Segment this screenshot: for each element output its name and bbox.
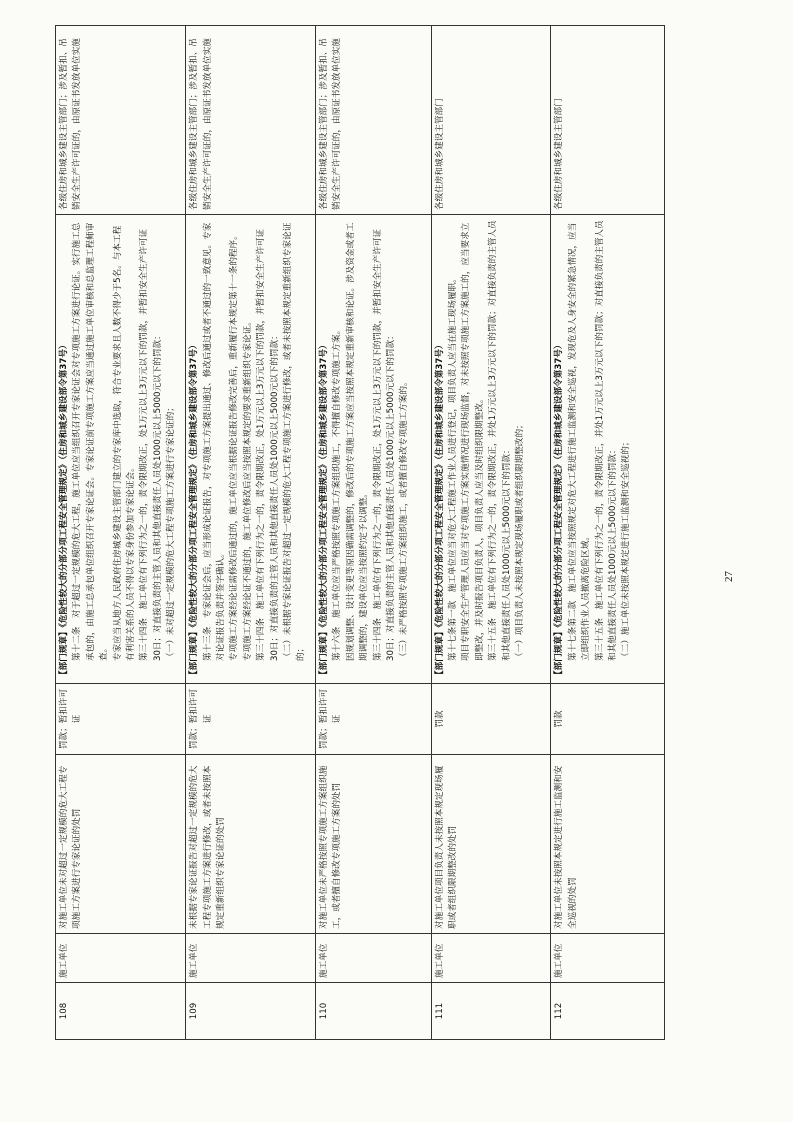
legal-basis-line: 第十三条 专家论证会后，应当形成论证报告，对专项施工方案提出通过、修改后通过或者不通过的一致意见。专家对论证报告负责并签字确认。 <box>202 222 226 661</box>
legal-basis-line: 第三十四条 施工单位有下列行为之一的，责令限期改正，处1万元以上3万元以下的罚款，并暂扣安全生产许可证30日；对直接负责的主管人员和其他直接责任人员处1000元以上5000元以下的罚款： <box>256 228 280 661</box>
row-subject: 施工单位 <box>315 934 431 983</box>
table-row <box>551 26 665 1040</box>
legal-basis-line: 项目专职安全生产管理人员应当对专项施工方案实施情况进行现场监督，对未按照专项施工方案施工的，应当要求立即整改，并及时报告项目负责人，项目负责人应当及时组织限期整改。 <box>461 222 485 661</box>
legal-basis-line: 【部门规章】《危险性较大的分部分项工程安全管理规定》（住房和城乡建设部令第37号） <box>434 340 445 679</box>
row-department: 各级住房和城乡建设主管部门；涉及暂扣、吊销安全生产许可证的，由原证书发放单位实施 <box>315 26 431 215</box>
legal-basis-line: 因规划调整、设计变更等原因确需调整的，修改后的专项施工方案应当按照本规定重新审核和论证。涉及资金或者工期调整的，建设单位应当按照约定予以调整。 <box>345 222 370 661</box>
legal-basis-line: （一）未对超过一定规模的危大工程专项施工方案进行专家论证的； <box>166 403 177 661</box>
row-department: 各级住房和城乡建设主管部门 <box>551 26 665 215</box>
row-penalty: 罚款 <box>431 684 551 755</box>
row-legal-basis <box>56 215 186 684</box>
table-row <box>315 26 431 1040</box>
row-item: 对施工单位未对超过一定规模的危大工程专项施工方案进行专家论证的处罚 <box>56 755 186 934</box>
legal-basis-line: （二）施工单位未按照本规定进行施工监测和安全巡视的； <box>621 437 632 661</box>
legal-basis-line: 【部门规章】《危险性较大的分部分项工程安全管理规定》（住房和城乡建设部令第37号） <box>318 340 329 679</box>
legal-basis-line: 专家应当从地方人民政府住房城乡建设主管部门建立的专家库中选取，符合专业要求且人数不得少于5名。与本工程有利害关系的人员不得以专家身份参加专家论证会。 <box>112 225 137 661</box>
legal-basis-line: （一）项目负责人未按照本规定现场履职或者组织限期整改的； <box>515 420 525 661</box>
row-department: 各级住房和城乡建设主管部门 <box>431 26 551 215</box>
row-item: 对施工单位项目负责人未按照本规定现场履职或者组织限期整改的处罚 <box>431 755 551 934</box>
legal-basis-line: 第十二条 对于超过一定规模的危大工程，施工单位应当组织召开专家论证会对专项施工方案进行论证。实行施工总承包的，由施工总承包单位组织召开专家论证会。专家论证前专项施工方案应当通过施工单位审核和总监理工程师审查。 <box>72 222 110 661</box>
row-number: 109 <box>186 983 316 1040</box>
row-subject: 施工单位 <box>551 934 665 983</box>
page-number: 27 <box>723 571 735 582</box>
legal-basis-line: 第十七条第一款 施工单位应当对危大工程施工作业人员进行登记，项目负责人应当在施工现场履职。 <box>447 274 458 661</box>
legal-basis-line: （三）未严格按照专项施工方案组织施工，或者擅自修改专项施工方案的。 <box>399 377 410 661</box>
legal-basis-line: 第十六条 施工单位应当严格按照专项施工方案组织施工，不得擅自修改专项施工方案。 <box>332 325 343 661</box>
legal-basis-line: 专项施工方案经论证需修改后通过的，施工单位应当根据论证报告修改完善后，重新履行本规定第十一条的程序。 <box>229 231 240 661</box>
legal-basis-line: 【部门规章】《危险性较大的分部分项工程安全管理规定》（住房和城乡建设部令第37号） <box>189 340 200 679</box>
legal-basis-line: 【部门规章】《危险性较大的分部分项工程安全管理规定》（住房和城乡建设部令第37号） <box>554 340 565 679</box>
table-row <box>431 26 551 1040</box>
row-subject: 施工单位 <box>186 934 316 983</box>
row-item: 对施工单位未严格按照专项施工方案组织施工，或者擅自修改专项施工方案的处罚 <box>315 755 431 934</box>
row-legal-basis <box>186 215 316 684</box>
row-subject: 施工单位 <box>431 934 551 983</box>
row-legal-basis <box>431 215 551 684</box>
row-number: 110 <box>315 983 431 1040</box>
row-number: 111 <box>431 983 551 1040</box>
row-legal-basis <box>551 215 665 684</box>
legal-basis-line: 专项施工方案经论证不通过的，施工单位修改后应当按照本规定的要求重新组织专家论证。 <box>242 317 253 661</box>
regulation-table <box>55 25 665 1040</box>
table-row <box>186 26 316 1040</box>
row-penalty: 罚款；暂扣许可证 <box>315 684 431 755</box>
row-penalty: 罚款；暂扣许可证 <box>186 684 316 755</box>
legal-basis-line: 第三十五条 施工单位有下列行为之一的，责令限期改正，并处1万元以上3万元以下的罚款；对直接负责的主管人员和其他直接责任人员处1000元以上5000元以下的罚款： <box>594 220 618 661</box>
row-item: 对施工单位未按照本规定进行施工监测和安全巡视的处罚 <box>551 755 665 934</box>
row-penalty: 罚款；暂扣许可证 <box>56 684 186 755</box>
row-penalty: 罚款 <box>551 684 665 755</box>
row-subject: 施工单位 <box>56 934 186 983</box>
legal-basis-line: 【部门规章】《危险性较大的分部分项工程安全管理规定》（住房和城乡建设部令第37号） <box>59 340 69 679</box>
legal-basis-line: （二）未根据专家论证报告对超过一定规模的危大工程专项施工方案进行修改，或者未按照本规定重新组织专家论证的； <box>282 222 307 661</box>
row-department: 各级住房和城乡建设主管部门；涉及暂扣、吊销安全生产许可证的，由原证书发放单位实施 <box>186 26 316 215</box>
legal-basis-line: 第十七条第二款 施工单位应当按照规定对危大工程进行施工监测和安全巡视，发现危及人身安全的紧急情况，应当立即组织作业人员撤离危险区域。 <box>567 222 592 661</box>
rotated-table-wrapper <box>55 38 665 1040</box>
legal-basis-line: 第三十四条 施工单位有下列行为之一的，责令限期改正，处1万元以上3万元以下的罚款，并暂扣安全生产许可证30日；对直接负责的主管人员和其他直接责任人员处1000元以上5000元以下的罚款： <box>372 228 396 661</box>
row-number: 112 <box>551 983 665 1040</box>
row-number: 108 <box>56 983 186 1040</box>
row-department: 各级住房和城乡建设主管部门；涉及暂扣、吊销安全生产许可证的，由原证书发放单位实施 <box>56 26 186 215</box>
row-item: 未根据专家论证报告对超过一定规模的危大工程专项施工方案进行修改，或者未按照本规定重新组织专家论证的处罚 <box>186 755 316 934</box>
row-legal-basis <box>315 215 431 684</box>
table-row <box>56 26 186 1040</box>
legal-basis-line: 第三十五条 施工单位有下列行为之一的，责令限期改正，并处1万元以上3万元以下的罚款；对直接负责的主管人员和其他直接责任人员处1000元以上5000元以下的罚款： <box>488 220 512 661</box>
legal-basis-line: 第三十四条 施工单位有下列行为之一的，责令限期改正，处1万元以上3万元以下的罚款，并暂扣安全生产许可证30日；对直接负责的主管人员和其他直接责任人员处1000元以上5000元以下的罚款： <box>139 228 163 661</box>
